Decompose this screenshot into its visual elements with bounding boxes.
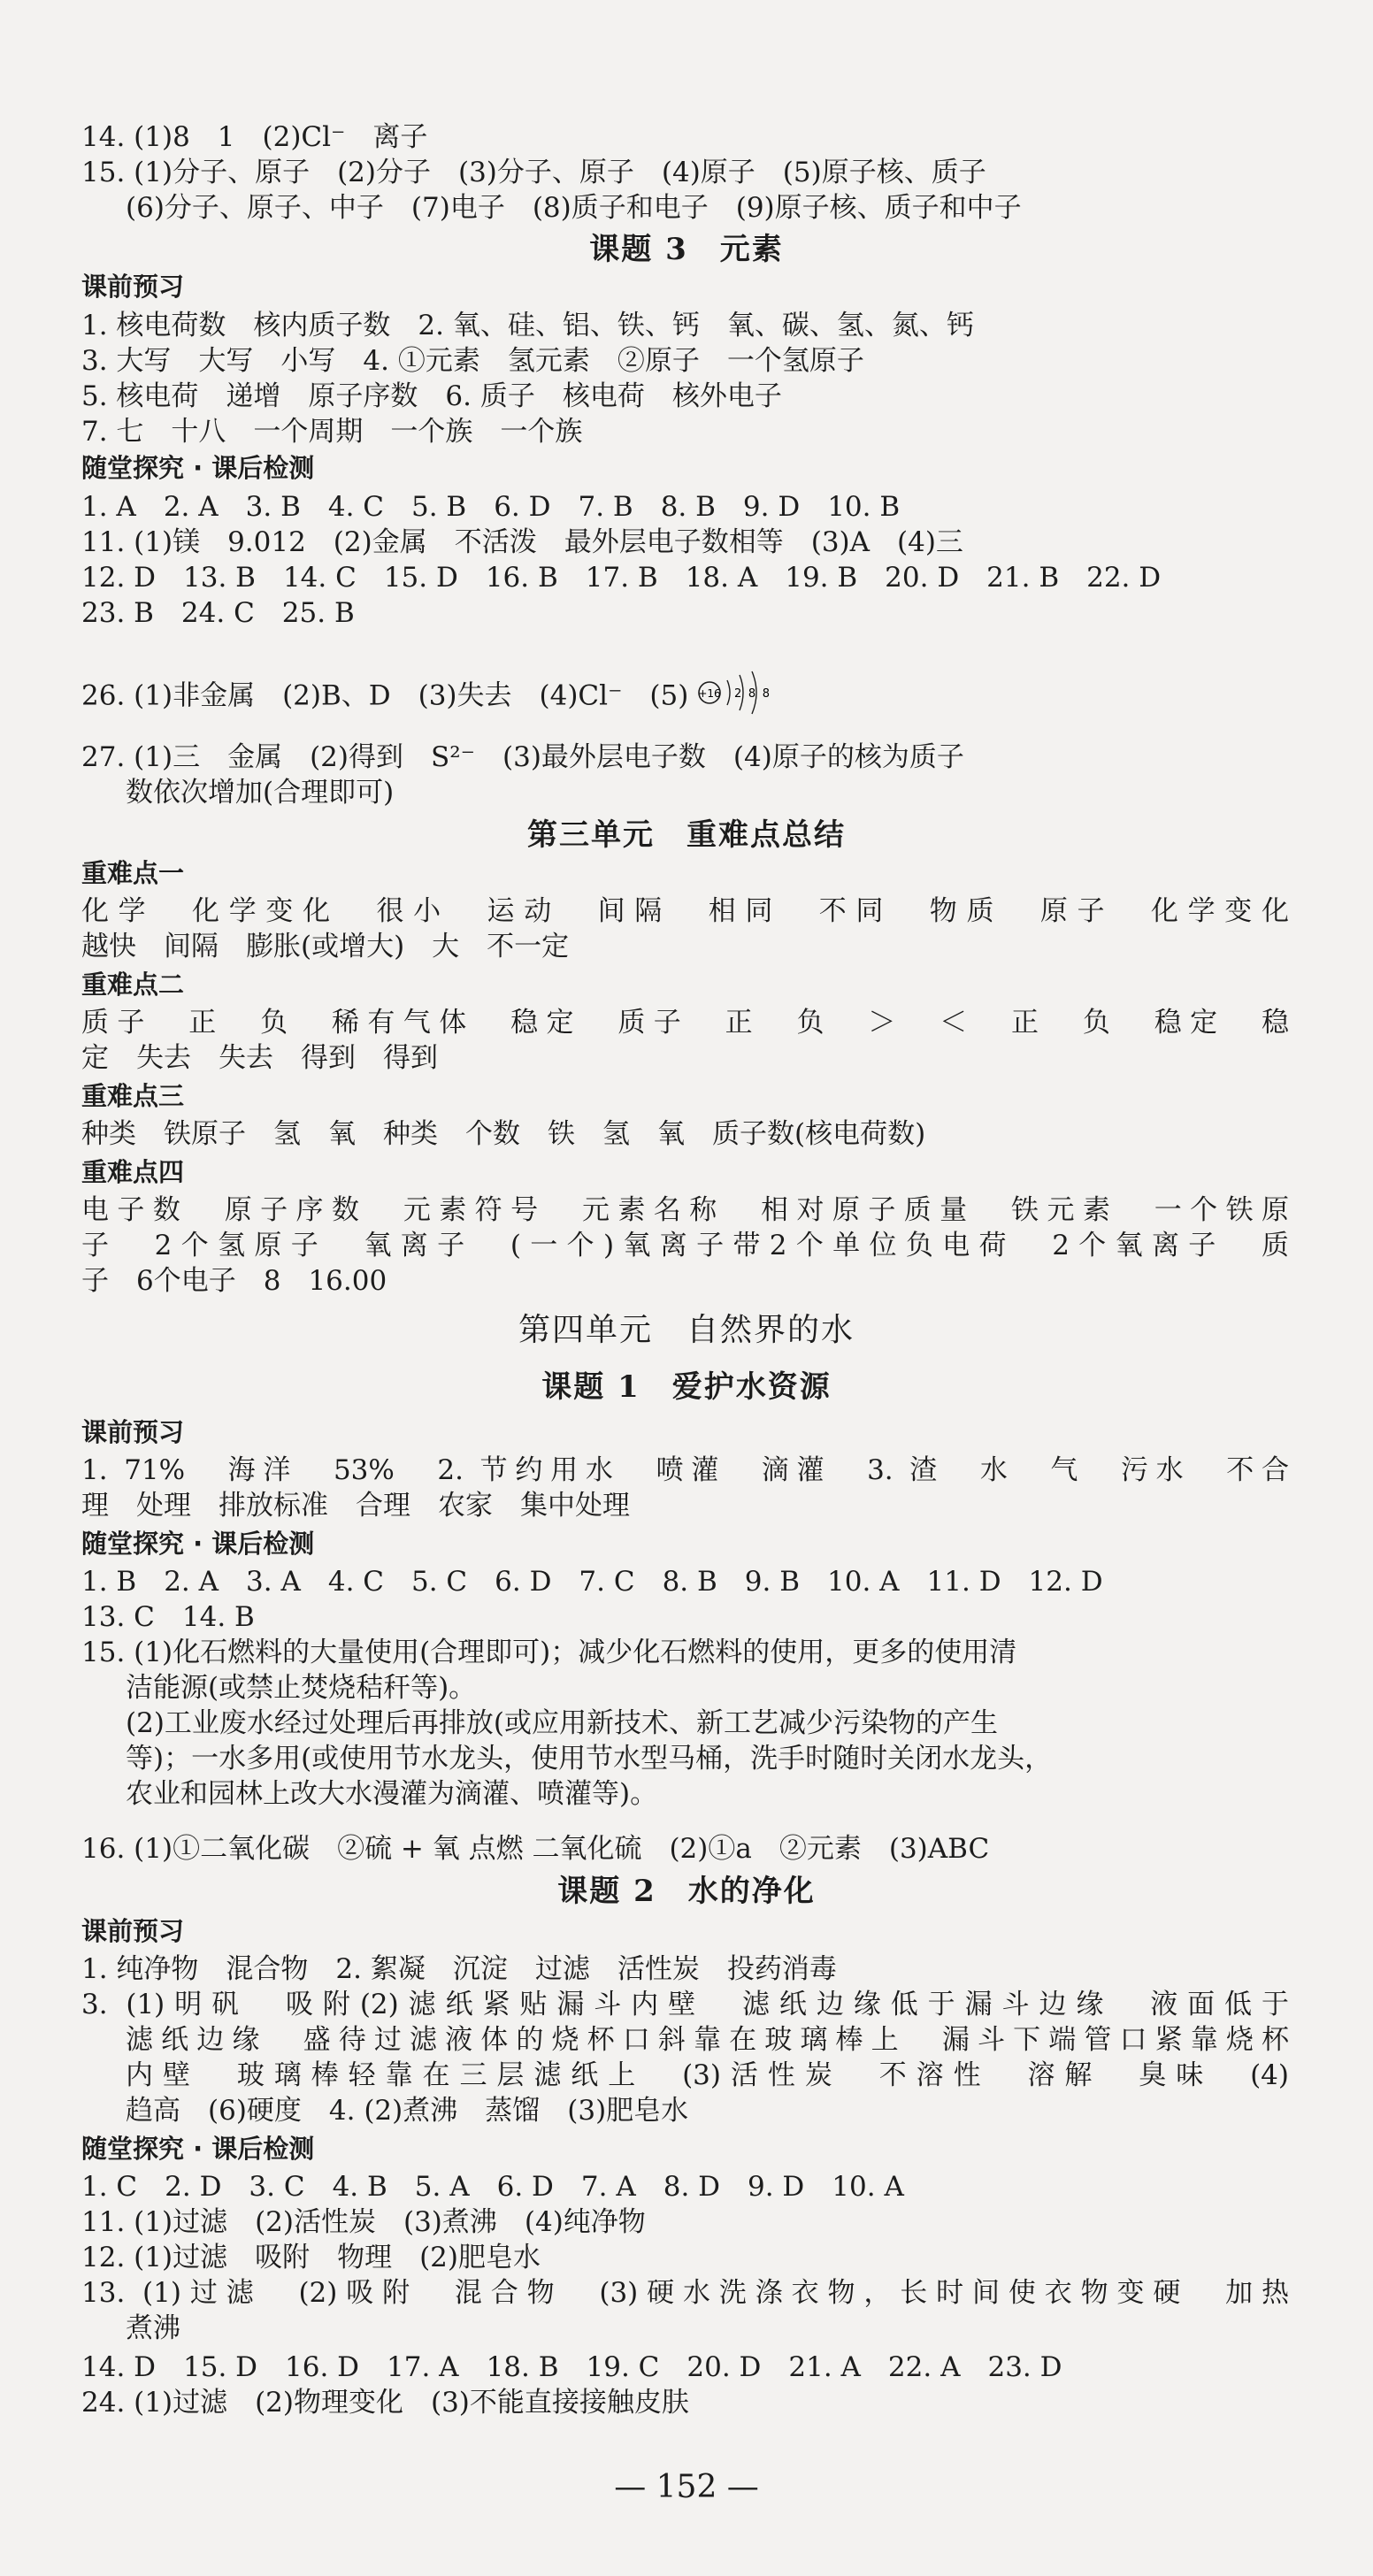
answer-line: 7. 七 十八 一个周期 一个族 一个族	[81, 416, 583, 448]
answer-line: 洁能源(或禁止焚烧秸秆等)。	[126, 1672, 477, 1704]
answer-line: 16. (1)①二氧化碳 ②硫 + 氧 点燃 二氧化硫 (2)①a ②元素 (3)ABC	[81, 1833, 990, 1865]
subsection-heading: 课前预习	[81, 1417, 185, 1447]
subsection-heading: 重难点一	[81, 858, 185, 888]
answer-line: 种类 铁原子 氢 氧 种类 个数 铁 氢 氧 质子数(核电荷数)	[81, 1118, 926, 1150]
answer-line: 数依次增加(合理即可)	[126, 777, 395, 809]
answer-line: 1. A 2. A 3. B 4. C 5. B 6. D 7. B 8. B 9. D 10. B	[81, 491, 901, 523]
answer-line: 越快 间隔 膨胀(或增大) 大 不一定	[81, 931, 570, 962]
subsection-heading: 重难点三	[81, 1081, 185, 1111]
answer-line: 1. C 2. D 3. C 4. B 5. A 6. D 7. A 8. D 9. D 10. A	[81, 2171, 904, 2203]
subsection-heading: 随堂探究 · 课后检测	[81, 1529, 315, 1559]
answer-line: 3. 大写 大写 小写 4. ①元素 氢元素 ②原子 一个氢原子	[81, 345, 864, 377]
answer-text: 26. (1)非金属 (2)B、D (3)失去 (4)Cl⁻ (5)	[81, 679, 689, 712]
answer-line: 电子数 原子序数 元素符号 元素名称 相对原子质量 铁元素 一个铁原	[81, 1194, 1289, 1226]
answer-line: 趋高 (6)硬度 4. (2)煮沸 蒸馏 (3)肥皂水	[126, 2095, 689, 2127]
subsection-heading: 课前预习	[81, 1916, 185, 1946]
subsection-heading: 重难点二	[81, 970, 185, 1000]
answer-line: 理 处理 排放标准 合理 农家 集中处理	[81, 1490, 630, 1522]
answer-line: 15. (1)分子、原子 (2)分子 (3)分子、原子 (4)原子 (5)原子核、质子	[81, 157, 986, 188]
answer-line: 24. (1)过滤 (2)物理变化 (3)不能直接接触皮肤	[81, 2387, 689, 2419]
answer-line: 质子 正 负 稀有气体 稳定 质子 正 负 ＞ ＜ 正 负 稳定 稳	[81, 1007, 1289, 1039]
answer-line: 27. (1)三 金属 (2)得到 S²⁻ (3)最外层电子数 (4)原子的核为质子	[81, 741, 964, 773]
answer-line: 滤纸边缘 盛待过滤液体的烧杯口斜靠在玻璃棒上 漏斗下端管口紧靠烧杯	[126, 2024, 1289, 2056]
answer-line: 煮沸	[126, 2312, 180, 2344]
shell-electrons: 2 8 8	[734, 687, 771, 701]
answer-line: 13. C 14. B	[81, 1601, 255, 1633]
answer-line: 3. (1)明矾 吸附(2)滤纸紧贴漏斗内壁 滤纸边缘低于漏斗边缘 液面低于	[81, 1989, 1289, 2020]
atom-structure-diagram	[697, 668, 773, 726]
section-heading: 课题 1 爱护水资源	[541, 1369, 832, 1405]
answer-line: 13. (1)过滤 (2)吸附 混合物 (3)硬水洗涤衣物，长时间使衣物变硬 加热	[81, 2277, 1289, 2309]
answer-line: (6)分子、原子、中子 (7)电子 (8)质子和电子 (9)原子核、质子和中子	[126, 192, 1022, 224]
answer-line: 1. 纯净物 混合物 2. 絮凝 沉淀 过滤 活性炭 投药消毒	[81, 1953, 837, 1985]
answer-line: 12. D 13. B 14. C 15. D 16. B 17. B 18. A 19. B 20. D 21. B 22. D	[81, 562, 1162, 594]
answer-line: 14. D 15. D 16. D 17. A 18. B 19. C 20. D 21. A 22. A 23. D	[81, 2351, 1062, 2383]
subsection-heading: 随堂探究 · 课后检测	[81, 2134, 315, 2164]
answer-line: (2)工业废水经过处理后再排放(或应用新技术、新工艺减少污染物的产生	[126, 1707, 999, 1739]
answer-line: 11. (1)镁 9.012 (2)金属 不活泼 最外层电子数相等 (3)A (4)三	[81, 526, 963, 558]
section-heading: 第三单元 重难点总结	[527, 817, 846, 853]
answer-line: 化学 化学变化 很小 运动 间隔 相同 不同 物质 原子 化学变化	[81, 895, 1289, 927]
answer-line: 14. (1)8 1 (2)Cl⁻ 离子	[81, 121, 428, 153]
answer-line: 子 6个电子 8 16.00	[81, 1265, 387, 1297]
page-number: — 152 —	[614, 2469, 759, 2505]
subsection-heading: 课前预习	[81, 272, 185, 302]
answer-line: 内壁 玻璃棒轻靠在三层滤纸上 (3)活性炭 不溶性 溶解 臭味 (4)	[126, 2059, 1289, 2091]
answer-line: 5. 核电荷 递增 原子序数 6. 质子 核电荷 核外电子	[81, 380, 782, 412]
answer-line	[81, 668, 1289, 726]
answer-line: 子 2个氢原子 氧离子 (一个)氧离子带2个单位负电荷 2个氧离子 质	[81, 1230, 1289, 1261]
answer-line: 定 失去 失去 得到 得到	[81, 1042, 438, 1074]
answer-line: 1. 核电荷数 核内质子数 2. 氧、硅、铝、铁、钙 氧、碳、氢、氮、钙	[81, 310, 974, 341]
answer-line: 1. 71% 海洋 53% 2. 节约用水 喷灌 滴灌 3. 渣 水 气 污水 不合	[81, 1454, 1289, 1486]
unit-heading: 第四单元 自然界的水	[518, 1312, 855, 1348]
answer-line: 11. (1)过滤 (2)活性炭 (3)煮沸 (4)纯净物	[81, 2206, 646, 2238]
answer-line: 12. (1)过滤 吸附 物理 (2)肥皂水	[81, 2242, 541, 2273]
subsection-heading: 重难点四	[81, 1157, 185, 1187]
subsection-heading: 随堂探究 · 课后检测	[81, 453, 315, 483]
answer-line: 15. (1)化石燃料的大量使用(合理即可)；减少化石燃料的使用，更多的使用清	[81, 1637, 1017, 1668]
answer-line: 等)；一水多用(或使用节水龙头，使用节水型马桶，洗手时随时关闭水龙头，	[126, 1743, 1053, 1775]
section-heading: 课题 2 水的净化	[557, 1874, 816, 1909]
section-heading: 课题 3 元素	[589, 232, 784, 267]
answer-line: 23. B 24. C 25. B	[81, 597, 355, 629]
answer-line: 农业和园林上改大水漫灌为滴灌、喷灌等)。	[126, 1778, 658, 1810]
answer-line: 1. B 2. A 3. A 4. C 5. C 6. D 7. C 8. B 9. B 10. A 11. D 12. D	[81, 1566, 1103, 1598]
nucleus-label: +16	[698, 687, 721, 700]
